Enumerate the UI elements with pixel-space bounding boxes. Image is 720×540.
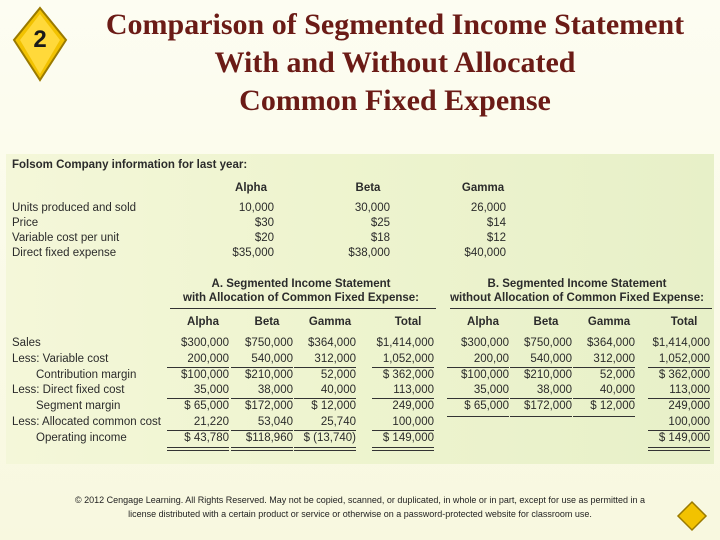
statement-a-cell: 25,740 [320,416,356,428]
subtotal-rule [231,430,293,431]
statement-a-cell: 35,000 [193,384,229,397]
statement-a-title-2: with Allocation of Common Fixed Expense: [183,292,419,304]
statement-b-cell: 100,000 [668,416,710,428]
statement-a-cell: 38,000 [257,384,293,397]
subtotal-rule [372,430,434,431]
subtotal-rule [167,367,229,368]
statement-b-col-header: Total [670,316,698,328]
statement-a-cell: $ 43,780 [184,431,229,444]
statement-a-cell: 1,052,000 [382,352,434,365]
statement-b-cell: $ 149,000 [658,431,710,444]
info-cell: $12 [486,232,506,244]
title-line-1: Comparison of Segmented Income Statement [105,8,685,41]
statement-row-label: Less: Allocated common cost [12,416,161,428]
info-cell: $14 [486,217,506,229]
statement-a-title-1: A. Segmented Income Statement [211,278,391,290]
subtotal-rule [573,367,635,368]
statement-b-cell: $750,000 [524,337,572,349]
statement-a-cell: $118,960 [245,431,293,444]
total-double-rule [372,450,434,451]
statement-a-col-header: Total [394,316,422,328]
info-cell: $40,000 [464,247,506,259]
statement-a-cell: 200,000 [187,352,229,365]
corner-diamond-icon [672,496,712,536]
statement-b-cell: 40,000 [599,384,635,397]
total-double-rule [447,416,509,417]
info-cell: 10,000 [238,202,274,214]
statement-b-cell: 52,000 [599,368,635,381]
statement-b-cell: 312,000 [593,352,635,365]
subtotal-rule [231,398,293,399]
subtotal-rule [167,398,229,399]
statement-row-label: Operating income [36,431,127,444]
statement-a-cell: 312,000 [314,352,356,365]
info-cell: $25 [370,217,390,229]
subtotal-rule [573,398,635,399]
statement-b-cell: $300,000 [461,337,509,349]
total-double-rule [167,447,229,448]
statement-a-col-header: Gamma [308,316,352,328]
subtotal-rule [510,367,572,368]
statement-b-col-header: Alpha [467,316,499,328]
statement-b-col-header: Beta [533,316,559,328]
statement-b-cell: $1,414,000 [652,337,710,349]
statement-a-cell: $ 362,000 [382,368,434,381]
total-double-rule [167,450,229,451]
statement-a-cell: 53,040 [257,416,293,428]
statement-a-cell: $210,000 [245,368,293,381]
statement-b-cell: 113,000 [669,384,710,397]
statement-row-label: Contribution margin [36,368,137,381]
slide-number-badge [10,4,70,84]
statement-a-cell: 100,000 [392,416,434,428]
statement-row-label: Sales [12,337,41,349]
footer-line-2: license distributed with a certain product or service or otherwise on a password-protected website for classroom use. [128,509,592,519]
subtotal-rule [372,367,434,368]
statement-a-cell: $100,000 [181,368,229,381]
statement-row-label: Less: Variable cost [12,352,109,365]
total-double-rule [648,447,710,448]
statement-b-cell: $100,000 [461,368,509,381]
statement-b-cell: $364,000 [587,337,635,349]
statement-a-cell: $172,000 [245,400,293,413]
info-cell: 30,000 [354,202,390,214]
title-line-3: Common Fixed Expense [239,84,551,117]
statement-a-divider [170,308,436,309]
statement-a-cell: $ (13,740) [303,431,356,444]
statement-a-cell: 540,000 [251,352,293,365]
subtotal-rule [294,430,356,431]
subtotal-rule [510,398,572,399]
statement-a-cell: $ 65,000 [184,400,229,413]
info-row-label: Direct fixed expense [12,247,117,259]
statement-a-col-header: Alpha [187,316,219,328]
info-col-beta: Beta [355,182,381,194]
title-line-2: With and Without Allocated [214,46,576,79]
statement-a-cell: $1,414,000 [376,337,434,349]
statement-b-cell: 1,052,000 [658,352,710,365]
statement-a-cell: 40,000 [320,384,356,397]
income-statement-table [6,154,714,464]
info-cell: $18 [370,232,390,244]
statement-a-cell: $364,000 [308,337,356,349]
subtotal-rule [231,367,293,368]
subtotal-rule [447,398,509,399]
info-cell: $20 [254,232,274,244]
copyright-footer [30,493,690,521]
subtotal-rule [294,367,356,368]
subtotal-rule [648,367,710,368]
statement-b-cell: $ 65,000 [464,400,509,413]
info-heading: Folsom Company information for last year: [12,159,248,171]
statement-b-cell: $ 12,000 [590,400,635,413]
statement-b-cell: $ 362,000 [658,368,710,381]
info-col-alpha: Alpha [235,182,267,194]
statement-b-title-1: B. Segmented Income Statement [487,278,667,290]
total-double-rule [573,416,635,417]
total-double-rule [231,450,293,451]
statement-b-cell: 200,00 [473,352,509,365]
statement-a-cell: $750,000 [245,337,293,349]
subtotal-rule [294,398,356,399]
subtotal-rule [648,398,710,399]
statement-a-cell: 113,000 [393,384,434,397]
statement-b-col-header: Gamma [587,316,631,328]
subtotal-rule [447,367,509,368]
statement-b-cell: 540,000 [530,352,572,365]
total-double-rule [294,450,356,451]
statement-b-cell: $210,000 [524,368,572,381]
statement-b-cell: 249,000 [668,400,710,413]
statement-a-cell: $ 12,000 [311,400,356,413]
statement-b-cell: 35,000 [473,384,509,397]
statement-b-cell: 38,000 [536,384,572,397]
total-double-rule [231,447,293,448]
total-double-rule [648,450,710,451]
total-double-rule [294,447,356,448]
statement-a-col-header: Beta [254,316,280,328]
info-row-label: Price [12,217,39,229]
statement-b-divider [450,308,712,309]
statement-a-cell: $ 149,000 [382,431,434,444]
info-row-label: Units produced and sold [12,202,137,214]
statement-b-title-2: without Allocation of Common Fixed Expense: [450,292,704,304]
info-row-label: Variable cost per unit [12,232,120,244]
statement-b-cell: $172,000 [524,400,572,413]
total-double-rule [372,447,434,448]
statement-a-cell: $300,000 [181,337,229,349]
statement-a-cell: 21,220 [193,416,229,428]
slide-title [80,6,710,120]
info-col-gamma: Gamma [461,182,505,194]
slide-number: 2 [33,26,47,53]
subtotal-rule [167,430,229,431]
info-cell: $30 [254,217,274,229]
subtotal-rule [372,398,434,399]
statement-row-label: Segment margin [36,400,121,413]
total-double-rule [510,416,572,417]
subtotal-rule [648,430,710,431]
statement-a-cell: 52,000 [320,368,356,381]
statement-a-cell: 249,000 [392,400,434,413]
footer-line-1: © 2012 Cengage Learning. All Rights Reserved. May not be copied, scanned, or duplicated, in whole or in part, except for use as permitted in a [75,495,645,505]
info-cell: 26,000 [470,202,506,214]
info-cell: $38,000 [348,247,390,259]
statement-row-label: Less: Direct fixed cost [12,384,125,397]
info-cell: $35,000 [232,247,274,259]
